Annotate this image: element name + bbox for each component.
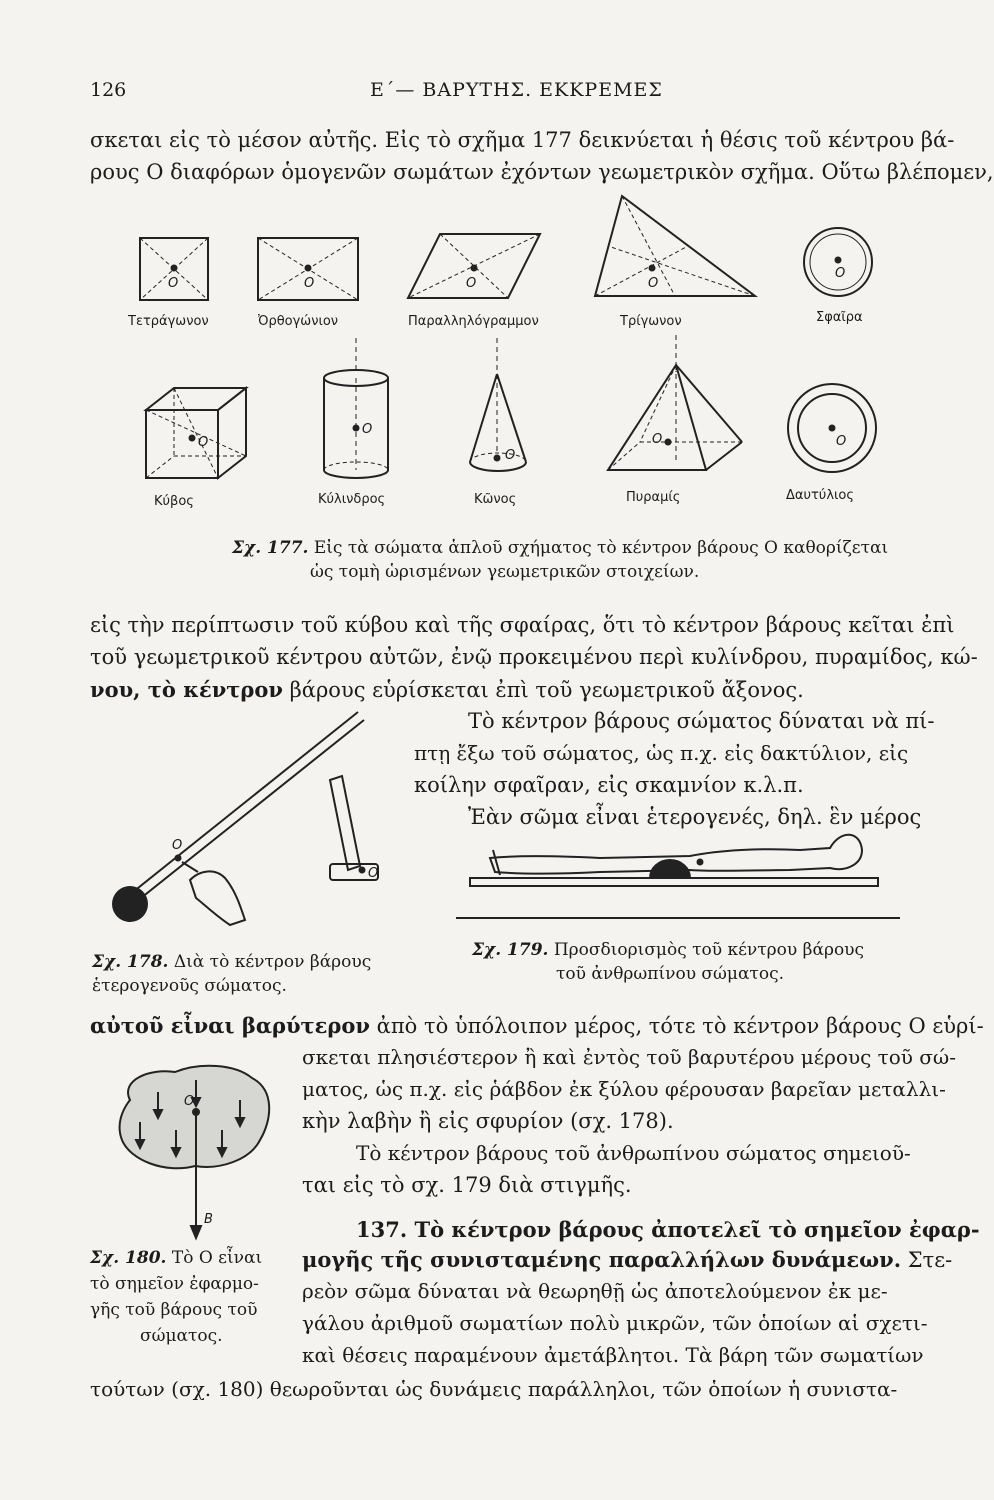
irregular-body-shape <box>120 1066 270 1169</box>
label-sphere: Σφαῖρα <box>816 310 863 325</box>
section-137-line-5: καὶ θέσεις παραμένουν ἀμετάβλητοι. Τὰ βάρη τῶν σωματίων <box>302 1343 924 1367</box>
caption-text: Διὰ τὸ κέντρον βάρους <box>173 952 372 972</box>
caption-number: Σχ. 180. <box>90 1248 167 1268</box>
caption-number: Σχ. 179. <box>472 940 549 960</box>
label-cube: Κύβος <box>154 494 194 509</box>
label-pyramid: Πυραμίς <box>626 490 681 505</box>
figure-180-caption-line-3: γῆς τοῦ βάρους τοῦ <box>90 1300 258 1320</box>
heading-continuation: μογῆς τῆς συνισταμένης παραλλήλων δυνάμεων. <box>302 1247 902 1272</box>
right-col-line-2: πτῃ ἔξω τοῦ σώματος, ὡς π.χ. εἰς δακτύλιον, εἰς <box>414 741 909 765</box>
point-o-label: O <box>835 266 846 281</box>
intro-line-1: σκεται εἰς τὸ μέσον αὐτῆς. Εἰς τὸ σχῆμα 177 δεικνύεται ἡ θέσις τοῦ κέντρου βά- <box>90 128 955 152</box>
point-o-label: O <box>172 838 183 853</box>
bold-phrase: αὐτοῦ εἶναι βαρύτερον <box>90 1013 370 1038</box>
intro-line-2: ρους Ο διαφόρων ὁμογενῶν σωμάτων ἐχόντων γεωμετρικὸν σχῆμα. Οὕτω βλέπομεν, <box>90 160 994 184</box>
para2-line-2: τοῦ γεωμετρικοῦ κέντρου αὐτῶν, ἐνῷ προκειμένου περὶ κυλίνδρου, πυραμίδος, κώ- <box>90 645 978 669</box>
figure-178-caption-line-2: ἑτερογενοῦς σώματος. <box>92 976 287 996</box>
point-o-label: O <box>505 448 516 463</box>
caption-text: Εἰς τὰ σώματα ἁπλοῦ σχήματος τὸ κέντρον βάρους Ο καθορίζεται <box>313 538 889 558</box>
figure-180-caption <box>90 1246 262 1270</box>
figure-179-caption-line-2: τοῦ ἀνθρωπίνου σώματος. <box>556 964 784 984</box>
running-title: Ε΄— ΒΑΡΥΤΗΣ. ΕΚΚΡΕΜΕΣ <box>370 79 663 101</box>
section-137-heading: 137. Τὸ κέντρον βάρους ἀποτελεῖ τὸ σημεῖον ἐφαρ- <box>356 1217 980 1242</box>
label-ring: Δαυτύλιος <box>786 488 855 503</box>
point-o-label: O <box>368 866 379 881</box>
figure-180-caption-line-2: τὸ σημεῖον ἐφαρμο- <box>90 1274 259 1294</box>
para3-right-line-1: σκεται πλησιέστερον ἢ καὶ ἐντὸς τοῦ βαρυτέρου μέρους τοῦ σώ- <box>302 1045 956 1069</box>
arrow-b-label: B <box>204 1212 213 1227</box>
point-o-label: O <box>466 276 477 291</box>
section-137-line-3: ρεὸν σῶμα δύναται νὰ θεωρηθῇ ὡς ἀποτελούμενον ἐκ με- <box>302 1279 888 1303</box>
page-number: 126 <box>90 79 127 101</box>
point-o-label: O <box>198 435 209 450</box>
label-parallelogram: Παραλληλόγραμμον <box>408 314 539 329</box>
para3-right-line-5: ται εἰς τὸ σχ. 179 διὰ στιγμῆς. <box>302 1173 632 1197</box>
section-137-line-2 <box>302 1244 952 1276</box>
point-o-label: O <box>184 1094 195 1109</box>
label-rectangle: Ὀρθογώνιον <box>258 314 339 329</box>
figure-177-caption-line-2: ὡς τομὴ ὡρισμένων γεωμετρικῶν στοιχείων. <box>310 562 700 582</box>
label-cone: Κῶνος <box>474 492 517 507</box>
section-137-last-line: τούτων (σχ. 180) θεωροῦνται ὡς δυνάμεις παράλληλοι, τῶν ὁποίων ἡ συνιστα- <box>90 1377 898 1401</box>
point-o-label: O <box>652 432 663 447</box>
label-cylinder: Κύλινδρος <box>318 492 386 507</box>
caption-text: Τὸ Ο εἶναι <box>171 1248 263 1268</box>
right-col-line-1: Τὸ κέντρον βάρους σώματος δύναται νὰ πί- <box>468 709 935 733</box>
section-137-line-4: γάλου ἀριθμοῦ σωματίων πολὺ μικρῶν, τῶν ὁποίων αἱ σχετι- <box>302 1311 928 1335</box>
point-o-label: O <box>362 422 373 437</box>
figure-180-caption-line-4: σώματος. <box>140 1326 223 1346</box>
point-o-label: O <box>648 276 659 291</box>
line-rest: ἀπὸ τὸ ὑπόλοιπον μέρος, τότε τὸ κέντρον βάρους Ο εὑρί- <box>369 1014 984 1038</box>
label-triangle: Τρίγωνον <box>620 314 682 329</box>
para2-line-1: εἰς τὴν περίπτωσιν τοῦ κύβου καὶ τῆς σφαίρας, ὅτι τὸ κέντρον βάρους κεῖται ἐπὶ <box>90 613 955 637</box>
caption-text: Προσδιορισμὸς τοῦ κέντρου βάρους <box>553 940 865 960</box>
para3-right-line-2: ματος, ὡς π.χ. εἰς ῥάβδον ἐκ ξύλου φέρουσαν βαρεῖαν μεταλλι- <box>302 1077 946 1101</box>
right-col-line-4: Ἐὰν σῶμα εἶναι ἑτερογενές, δηλ. ἓν μέρος <box>468 805 922 829</box>
label-square: Τετράγωνον <box>128 314 209 329</box>
right-col-line-3: κοίλην σφαῖραν, εἰς σκαμνίον κ.λ.π. <box>414 773 804 797</box>
point-o-label: O <box>836 434 847 449</box>
point-o-label: O <box>168 276 179 291</box>
line-rest: Στε- <box>901 1248 953 1272</box>
point-o-label: O <box>304 276 315 291</box>
para3-right-line-3: κὴν λαβὴν ἢ εἰς σφυρίον (σχ. 178). <box>302 1109 674 1133</box>
caption-number: Σχ. 177. <box>232 538 309 558</box>
bold-phrase: νου, τὸ κέντρον <box>90 677 283 702</box>
caption-number: Σχ. 178. <box>92 952 169 972</box>
para3-right-line-4: Τὸ κέντρον βάρους τοῦ ἀνθρωπίνου σώματος σημειοῦ- <box>356 1141 911 1165</box>
line-rest: βάρους εὑρίσκεται ἐπὶ τοῦ γεωμετρικοῦ ἄξονος. <box>282 678 804 702</box>
